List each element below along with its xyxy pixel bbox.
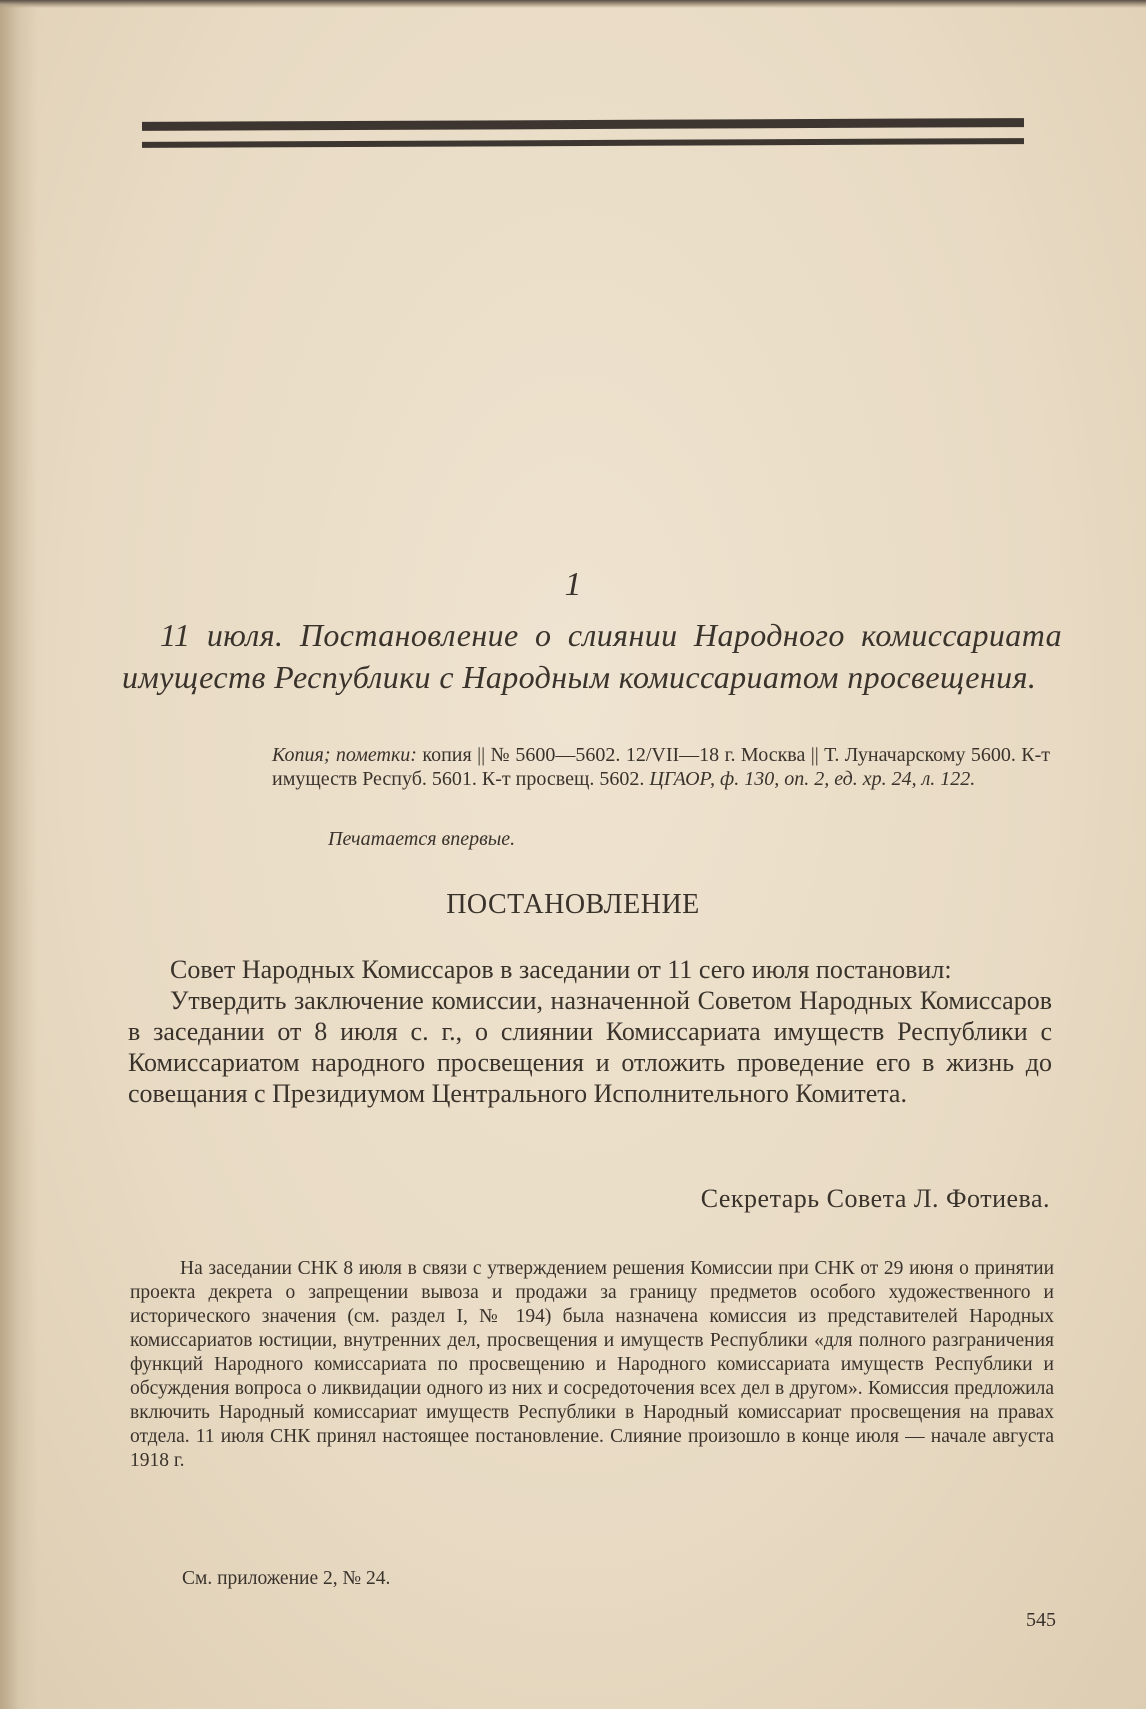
header-rule-thin: [142, 138, 1024, 148]
note-text: На заседании СНК 8 июля в связи с утверждением решения Комиссии при СНК от 29 июня о принятии проекта декрета о запрещении вывоза и продажи за границу предметов особого художественного и исторического значения (см. раздел I, № 194) была назначена комиссия из представителей Народных комиссариатов юстиции, внутренних дел, просвещения и имуществ Республики «для полного разграничения функций Народного комиссариата по просвещению и Народного комиссариата имуществ Республики и обсуждения вопроса о ликвидации одного из них и сосредоточения всех дел в другом». Комиссия предложила включить Народный комиссариат имуществ Республики в Народный комиссариат просвещения на правах отдела. 11 июля СНК принял настоящее постановление. Слияние произошло в конце июля — начале августа 1918 г.: [130, 1258, 1054, 1471]
editorial-note: [130, 1257, 1054, 1473]
source-printed-note: Печатается впервые.: [328, 828, 516, 850]
see-also-reference: См. приложение 2, № 24.: [182, 1568, 391, 1589]
document-number: 1: [564, 566, 582, 603]
page-number: 545: [1026, 1609, 1056, 1631]
header-rule-thick: [142, 118, 1024, 131]
source-label: Копия; пометки:: [272, 744, 417, 766]
body-paragraph: Совет Народных Комиссаров в заседании от 11 сего июля постановил:: [170, 955, 952, 984]
body-paragraph: Утвердить заключение комиссии, назначенной Советом Народных Комиссаров в заседании от 8 июля с. г., о слиянии Комиссариата имуществ Республики с Комиссариатом народного просвещения и отложить проведение его в жизнь до совещания с Президиумом Центрального Исполнительного Комитета.: [128, 986, 1052, 1108]
resolution-body: [128, 954, 1052, 1109]
resolution-heading: ПОСТАНОВЛЕНИЕ: [446, 889, 700, 920]
document-title: 11 июля. Постановление о слиянии Народного комиссариата имуществ Республики с Народным комиссариатом просвещения.: [122, 617, 1062, 695]
source-note: [272, 743, 1050, 791]
signature: Секретарь Совета Л. Фотиева.: [700, 1184, 1050, 1213]
source-archive: ЦГАОР, ф. 130, оп. 2, ед. хр. 24, л. 122.: [649, 768, 976, 790]
source-marks: копия || № 5600—5602. 12/VII—18 г. Москва || Т. Луначарскому 5600. К-т имуществ Респуб. 5601. К-т просвещ. 5602.: [272, 744, 1051, 790]
